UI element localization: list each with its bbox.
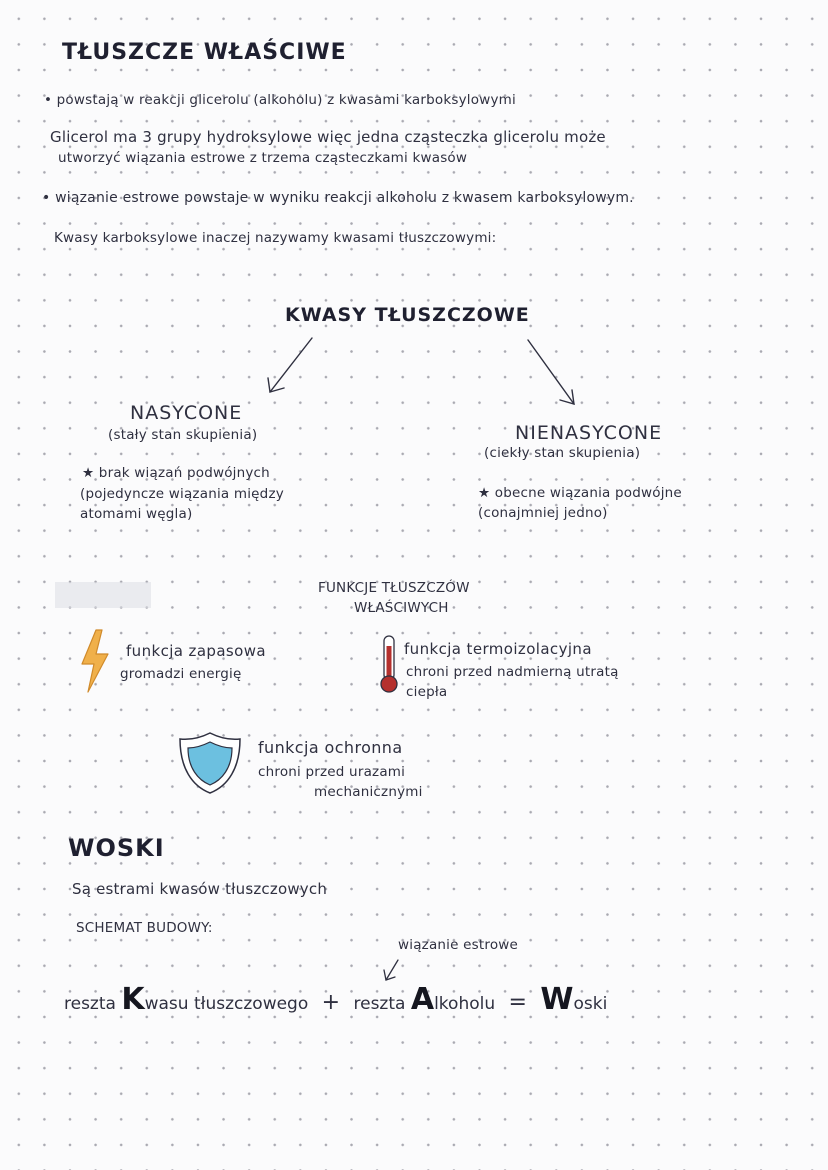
eq-plus: + [321, 990, 341, 1015]
thermal-desc-2: ciepła [406, 684, 448, 700]
saturated-name: NASYCONE [130, 402, 243, 424]
functions-heading-1: FUNKCJE TŁUSZCZÓW [318, 580, 470, 596]
eq-acid-rest: wasu tłuszczowego [144, 994, 309, 1014]
glycerol-line-2: utworzyć wiązania estrowe z trzema cząsteczkami kwasów [58, 150, 468, 166]
thermometer-icon [378, 634, 400, 694]
saturated-note-1: ★ brak wiązań podwójnych [82, 465, 270, 481]
unsaturated-name: NIENASYCONE [515, 422, 663, 444]
page-title: TŁUSZCZE WŁAŚCIWE [62, 40, 347, 65]
ester-bond-label: wiązanie estrowe [398, 937, 519, 953]
lightning-icon [78, 628, 112, 694]
waxes-definition: Są estrami kwasów tłuszczowych [72, 880, 328, 898]
protective-desc-1: chroni przed urazami [258, 764, 406, 780]
eq-alcohol-rest: lkoholu [434, 994, 496, 1014]
eq-result-initial: W [540, 982, 574, 1017]
protective-title: funkcja ochronna [258, 738, 403, 757]
storage-desc: gromadzi energię [120, 666, 242, 682]
shield-icon [176, 730, 244, 796]
functions-heading-2: WŁAŚCIWYCH [354, 600, 449, 616]
saturated-state: (stały stan skupienia) [108, 427, 258, 443]
eq-alcohol-prefix: reszta [353, 994, 406, 1014]
intro-bullet-1: • powstają w reakcji glicerolu (alkoholu) z kwasami karboksylowymi [44, 92, 516, 108]
storage-title: funkcja zapasowa [126, 642, 266, 660]
eq-acid-prefix: reszta [64, 994, 116, 1014]
eq-result-rest: oski [573, 994, 608, 1014]
glycerol-line-1: Glicerol ma 3 grupy hydroksylowe więc jedna cząsteczka glicerolu może [50, 128, 606, 146]
unsaturated-state: (ciekły stan skupienia) [484, 445, 641, 461]
waxes-heading: WOSKI [68, 834, 165, 862]
saturated-note-3: atomami węgla) [80, 506, 193, 522]
eq-equals: = [508, 990, 527, 1015]
branch-arrows [260, 330, 580, 410]
protective-desc-2: mechanicznymi [314, 784, 423, 800]
thermal-title: funkcja termoizolacyjna [404, 640, 592, 658]
fatty-acids-heading: KWASY TŁUSZCZOWE [285, 304, 530, 326]
unsaturated-note-2: (conajmniej jedno) [478, 505, 608, 521]
fatty-acids-alias: Kwasy karboksylowe inaczej nazywamy kwasami tłuszczowymi: [54, 230, 497, 246]
eq-alcohol-initial: A [410, 982, 435, 1017]
saturated-note-2: (pojedyncze wiązania między [80, 486, 284, 502]
eq-acid-initial: K [121, 982, 145, 1017]
intro-bullet-2: • wiązanie estrowe powstaje w wyniku reakcji alkoholu z kwasem karboksylowym. [42, 190, 634, 206]
scan-smudge [55, 582, 151, 608]
scheme-label: SCHEMAT BUDOWY: [76, 920, 213, 936]
thermal-desc-1: chroni przed nadmierną utratą [406, 664, 619, 680]
wax-equation [64, 982, 607, 1017]
unsaturated-note-1: ★ obecne wiązania podwójne [478, 485, 682, 501]
